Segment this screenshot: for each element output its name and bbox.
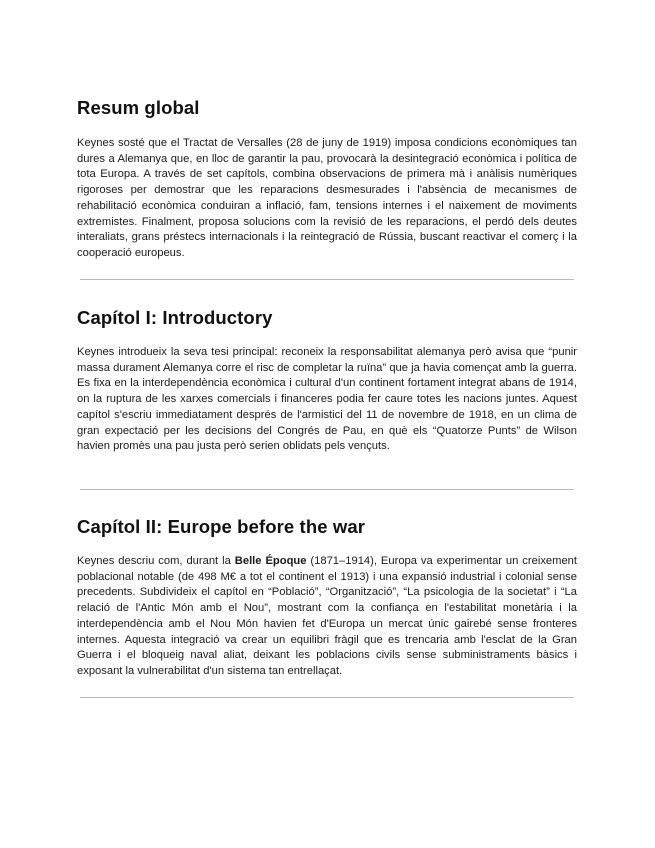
section-heading: Capítol I: Introductory bbox=[77, 307, 273, 328]
section-heading: Resum global bbox=[77, 97, 200, 118]
section-resum-global bbox=[77, 97, 577, 262]
paragraph-text-start: Keynes descriu com, durant la bbox=[77, 555, 235, 567]
section-capitol-1 bbox=[77, 307, 577, 455]
section-paragraph: Keynes introdueix la seva tesi principal: reconeix la responsabilitat alemanya però avisa que “punir massa durament Alemanya corre el risc de completar la ruïna” que ja havia començat amb la guerra. Es fixa en la interdependència econòmica i cultural d'un continent fortament integrat abans de 1914, on la ruptura de les xarxes comercials i financeres podia fer caure totes les nacions juntes. Aquest capítol s'escriu immediatament després de l'armistici del 11 de novembre de 1918, en un clima de gran expectació per les decisions del Congrés de Pau, en què els “Quatorze Punts” de Wilson havien promès una pau justa però serien oblidats pels vençuts. bbox=[77, 346, 577, 453]
section-divider bbox=[80, 489, 574, 490]
section-divider bbox=[80, 697, 574, 698]
section-paragraph bbox=[77, 554, 577, 680]
section-heading: Capítol II: Europe before the war bbox=[77, 516, 366, 537]
section-paragraph: Keynes sosté que el Tractat de Versalles (28 de juny de 1919) imposa condicions econòmiques tan dures a Alemanya que, en lloc de garantir la pau, provocarà la desintegració econòmica i política de tota Europa. A través de set capítols, combina observacions de primera mà i anàlisis numèriques rigoroses per demostrar que les reparacions desmesurades i l'absència de mecanismes de rehabilitació econòmica conduiran a inflació, fam, tensions internes i el naixement de moviments extremistes. Finalment, proposa solucions com la revisió de les reparacions, el perdó dels deutes interaliats, grans préstecs internacionals i la reintegració de Rússia, buscant reactivar el comerç i la cooperació europeus. bbox=[77, 137, 577, 259]
bold-term: Belle Époque bbox=[234, 555, 307, 567]
section-capitol-2 bbox=[77, 516, 577, 680]
section-divider bbox=[80, 279, 574, 280]
paragraph-text-end: (1871–1914), Europa va experimentar un creixement poblacional notable (de 498 M€ a tot el continent el 1913) i una expansió industrial i colonial sense precedents. Subdivideix el capítol en “Població”, “Organització”, “La psicologia de la societat” i “La relació de l'Antic Món amb el Nou”, mostrant com la confiança en l'estabilitat monetària i la interdependència amb el Nou Món havien fet d'Europa un mercat únic gairebé sense fronteres internes. Aquesta integració va crear un equilibri fràgil que es trencaria amb l'esclat de la Gran Guerra i el bloqueig naval aliat, deixant les poblacions civils sense subministraments bàsics i exposant la vulnerabilitat d'un sistema tan entrellaçat. bbox=[77, 555, 578, 677]
